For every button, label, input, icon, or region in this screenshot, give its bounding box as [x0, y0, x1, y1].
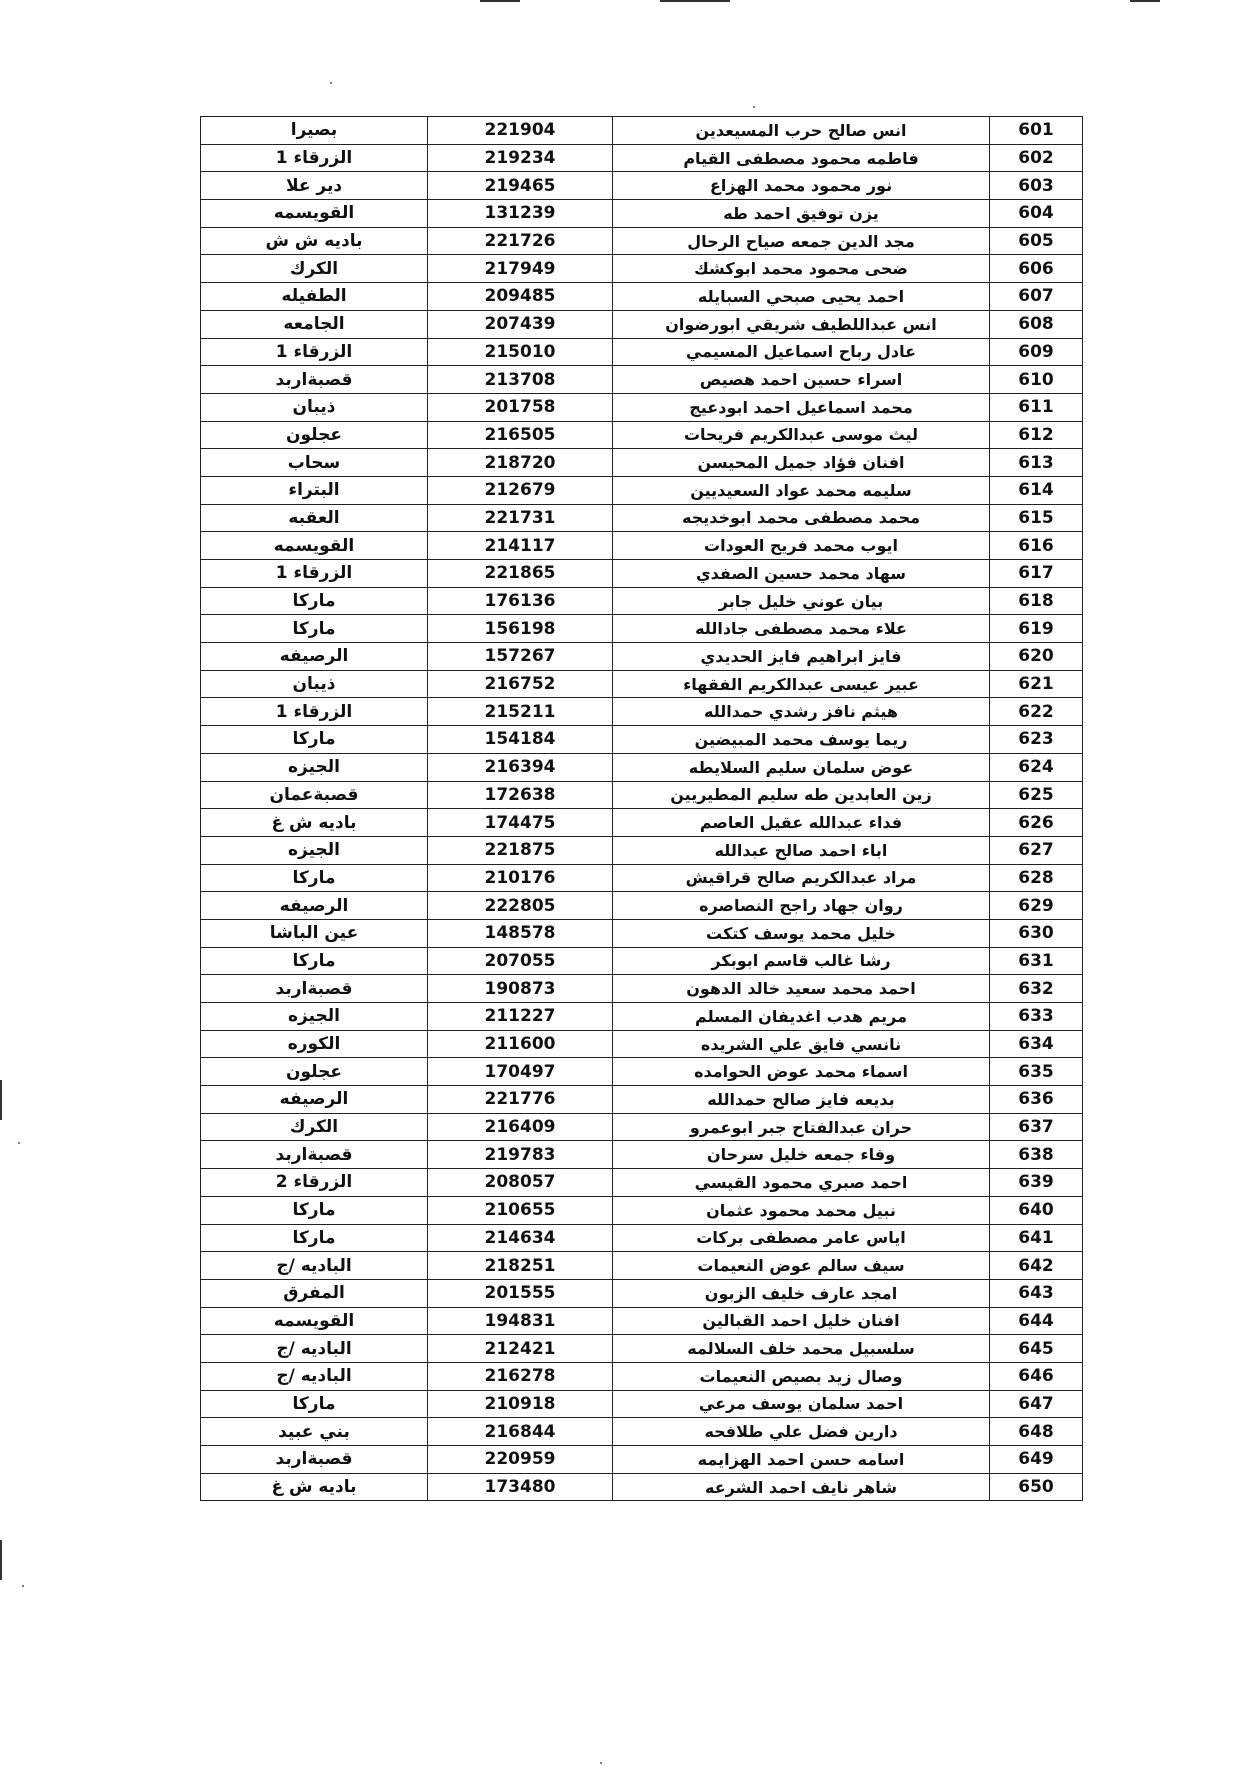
name-cell: فداء عبدالله عقيل العاصم [613, 809, 990, 837]
district-cell: الرصيفه [201, 643, 428, 671]
id-number-cell: 156198 [428, 615, 613, 643]
table-row [201, 1113, 1083, 1141]
id-number-cell: 212679 [428, 476, 613, 504]
table-row [201, 975, 1083, 1003]
id-number-cell: 174475 [428, 809, 613, 837]
name-cell: سيف سالم عوض النعيمات [613, 1252, 990, 1280]
table-row [201, 836, 1083, 864]
sequence-number-cell: 624 [990, 753, 1083, 781]
name-cell: وصال زيد بصيص النعيمات [613, 1362, 990, 1390]
name-cell: انس صالح حرب المسيعدين [613, 117, 990, 145]
name-cell: اسامه حسن احمد الهزايمه [613, 1446, 990, 1474]
records-table [200, 116, 1083, 1501]
table-row [201, 615, 1083, 643]
name-cell: سلسبيل محمد خلف السلالمه [613, 1335, 990, 1363]
name-cell: مجد الدين جمعه صياح الرحال [613, 227, 990, 255]
table-row [201, 1086, 1083, 1114]
id-number-cell: 216278 [428, 1362, 613, 1390]
district-cell: باديه ش غ [201, 1473, 428, 1501]
sequence-number-cell: 647 [990, 1390, 1083, 1418]
id-number-cell: 214117 [428, 532, 613, 560]
district-cell: الزرقاء 1 [201, 560, 428, 588]
district-cell: باديه ش ش [201, 227, 428, 255]
district-cell: قصبةاربد [201, 1446, 428, 1474]
name-cell: محمد مصطفى محمد ابوخديجه [613, 504, 990, 532]
id-number-cell: 211227 [428, 1003, 613, 1031]
district-cell: قصبةاربد [201, 366, 428, 394]
sequence-number-cell: 612 [990, 421, 1083, 449]
name-cell: هيثم نافز رشدي حمدالله [613, 698, 990, 726]
name-cell: علاء محمد مصطفى جادالله [613, 615, 990, 643]
id-number-cell: 201758 [428, 393, 613, 421]
name-cell: ريما يوسف محمد المبيضين [613, 726, 990, 754]
name-cell: عادل رباح اسماعيل المسيمي [613, 338, 990, 366]
district-cell: البتراء [201, 476, 428, 504]
id-number-cell: 207055 [428, 947, 613, 975]
scan-mark-top [480, 0, 520, 2]
id-number-cell: 221726 [428, 227, 613, 255]
id-number-cell: 201555 [428, 1279, 613, 1307]
id-number-cell: 211600 [428, 1030, 613, 1058]
table-row [201, 449, 1083, 477]
sequence-number-cell: 606 [990, 255, 1083, 283]
id-number-cell: 219783 [428, 1141, 613, 1169]
district-cell: المفرق [201, 1279, 428, 1307]
district-cell: عين الباشا [201, 919, 428, 947]
name-cell: حران عبدالفتاح جبر ابوعمرو [613, 1113, 990, 1141]
name-cell: ضحى محمود محمد ابوكشك [613, 255, 990, 283]
id-number-cell: 215211 [428, 698, 613, 726]
sequence-number-cell: 605 [990, 227, 1083, 255]
name-cell: انس عبداللطيف شريقي ابورضوان [613, 310, 990, 338]
name-cell: مراد عبدالكريم صالح قراقيش [613, 864, 990, 892]
district-cell: ماركا [201, 864, 428, 892]
id-number-cell: 221731 [428, 504, 613, 532]
name-cell: افنان خليل احمد القبالين [613, 1307, 990, 1335]
sequence-number-cell: 646 [990, 1362, 1083, 1390]
id-number-cell: 173480 [428, 1473, 613, 1501]
table-row [201, 421, 1083, 449]
table-row [201, 919, 1083, 947]
table-row [201, 1418, 1083, 1446]
name-cell: دارين فضل علي طلافحه [613, 1418, 990, 1446]
table-row [201, 144, 1083, 172]
name-cell: ليث موسى عبدالكريم فريحات [613, 421, 990, 449]
id-number-cell: 216752 [428, 670, 613, 698]
name-cell: ايوب محمد فريح العودات [613, 532, 990, 560]
name-cell: بديعه فايز صالح حمدالله [613, 1086, 990, 1114]
table-row [201, 947, 1083, 975]
scan-speck [330, 82, 332, 84]
id-number-cell: 220959 [428, 1446, 613, 1474]
district-cell: الجيزه [201, 753, 428, 781]
id-number-cell: 215010 [428, 338, 613, 366]
sequence-number-cell: 615 [990, 504, 1083, 532]
id-number-cell: 219465 [428, 172, 613, 200]
table-row [201, 1169, 1083, 1197]
name-cell: احمد صبري محمود القيسي [613, 1169, 990, 1197]
table-row [201, 532, 1083, 560]
district-cell: العقبه [201, 504, 428, 532]
sequence-number-cell: 601 [990, 117, 1083, 145]
district-cell: عجلون [201, 421, 428, 449]
district-cell: الزرقاء 1 [201, 144, 428, 172]
id-number-cell: 222805 [428, 892, 613, 920]
scan-mark-top [660, 0, 730, 2]
id-number-cell: 216409 [428, 1113, 613, 1141]
sequence-number-cell: 634 [990, 1030, 1083, 1058]
id-number-cell: 148578 [428, 919, 613, 947]
sequence-number-cell: 611 [990, 393, 1083, 421]
district-cell: الباديه /ج [201, 1362, 428, 1390]
table-row [201, 1279, 1083, 1307]
id-number-cell: 208057 [428, 1169, 613, 1197]
sequence-number-cell: 631 [990, 947, 1083, 975]
table-row [201, 1335, 1083, 1363]
district-cell: القويسمه [201, 532, 428, 560]
sequence-number-cell: 639 [990, 1169, 1083, 1197]
table-row [201, 338, 1083, 366]
id-number-cell: 172638 [428, 781, 613, 809]
table-row [201, 1196, 1083, 1224]
district-cell: القويسمه [201, 200, 428, 228]
name-cell: بيان عوني خليل جابر [613, 587, 990, 615]
name-cell: احمد يحيى صبحي السبايله [613, 283, 990, 311]
id-number-cell: 216394 [428, 753, 613, 781]
sequence-number-cell: 645 [990, 1335, 1083, 1363]
district-cell: قصبةاربد [201, 1141, 428, 1169]
district-cell: الباديه /ج [201, 1252, 428, 1280]
table-row [201, 227, 1083, 255]
district-cell: الجيزه [201, 1003, 428, 1031]
table-row [201, 1003, 1083, 1031]
district-cell: دير علا [201, 172, 428, 200]
id-number-cell: 207439 [428, 310, 613, 338]
table-row [201, 1141, 1083, 1169]
sequence-number-cell: 614 [990, 476, 1083, 504]
sequence-number-cell: 604 [990, 200, 1083, 228]
sequence-number-cell: 644 [990, 1307, 1083, 1335]
sequence-number-cell: 602 [990, 144, 1083, 172]
table-row [201, 753, 1083, 781]
name-cell: محمد اسماعيل احمد ابودعيج [613, 393, 990, 421]
district-cell: الباديه /ج [201, 1335, 428, 1363]
sequence-number-cell: 610 [990, 366, 1083, 394]
table-row [201, 809, 1083, 837]
name-cell: روان جهاد راجح النصاصره [613, 892, 990, 920]
sequence-number-cell: 630 [990, 919, 1083, 947]
id-number-cell: 190873 [428, 975, 613, 1003]
table-row [201, 698, 1083, 726]
sequence-number-cell: 636 [990, 1086, 1083, 1114]
name-cell: عوض سلمان سليم السلايطه [613, 753, 990, 781]
id-number-cell: 214634 [428, 1224, 613, 1252]
table-row [201, 1446, 1083, 1474]
name-cell: نور محمود محمد الهزاع [613, 172, 990, 200]
district-cell: ماركا [201, 587, 428, 615]
table-row [201, 1362, 1083, 1390]
scan-mark-left [0, 1080, 2, 1120]
sequence-number-cell: 637 [990, 1113, 1083, 1141]
id-number-cell: 216505 [428, 421, 613, 449]
id-number-cell: 221904 [428, 117, 613, 145]
district-cell: ذيبان [201, 670, 428, 698]
table-row [201, 892, 1083, 920]
district-cell: ماركا [201, 1196, 428, 1224]
district-cell: الكوره [201, 1030, 428, 1058]
table-row [201, 560, 1083, 588]
sequence-number-cell: 648 [990, 1418, 1083, 1446]
name-cell: احمد محمد سعيد خالد الدهون [613, 975, 990, 1003]
district-cell: الزرقاء 2 [201, 1169, 428, 1197]
table-row [201, 172, 1083, 200]
name-cell: رشا غالب قاسم ابوبكر [613, 947, 990, 975]
table-row [201, 504, 1083, 532]
id-number-cell: 218251 [428, 1252, 613, 1280]
district-cell: ذيبان [201, 393, 428, 421]
sequence-number-cell: 625 [990, 781, 1083, 809]
id-number-cell: 218720 [428, 449, 613, 477]
district-cell: سحاب [201, 449, 428, 477]
id-number-cell: 176136 [428, 587, 613, 615]
sequence-number-cell: 633 [990, 1003, 1083, 1031]
district-cell: الطفيله [201, 283, 428, 311]
sequence-number-cell: 635 [990, 1058, 1083, 1086]
sequence-number-cell: 632 [990, 975, 1083, 1003]
sequence-number-cell: 603 [990, 172, 1083, 200]
district-cell: الكرك [201, 1113, 428, 1141]
name-cell: سليمه محمد عواد السعيديين [613, 476, 990, 504]
district-cell: ماركا [201, 726, 428, 754]
table-row [201, 1252, 1083, 1280]
district-cell: بصيرا [201, 117, 428, 145]
id-number-cell: 210176 [428, 864, 613, 892]
district-cell: الزرقاء 1 [201, 338, 428, 366]
table-row [201, 366, 1083, 394]
name-cell: مريم هدب اغديفان المسلم [613, 1003, 990, 1031]
sequence-number-cell: 621 [990, 670, 1083, 698]
scan-speck [753, 106, 755, 108]
name-cell: خليل محمد يوسف كتكت [613, 919, 990, 947]
sequence-number-cell: 618 [990, 587, 1083, 615]
scan-mark-top [1130, 0, 1160, 2]
name-cell: عبير عيسى عبدالكريم الفقهاء [613, 670, 990, 698]
id-number-cell: 194831 [428, 1307, 613, 1335]
scan-speck [600, 1762, 602, 1764]
sequence-number-cell: 629 [990, 892, 1083, 920]
name-cell: نانسي فايق علي الشريده [613, 1030, 990, 1058]
table-row [201, 1473, 1083, 1501]
table-row [201, 255, 1083, 283]
district-cell: الجيزه [201, 836, 428, 864]
id-number-cell: 154184 [428, 726, 613, 754]
sequence-number-cell: 638 [990, 1141, 1083, 1169]
id-number-cell: 131239 [428, 200, 613, 228]
table-row [201, 310, 1083, 338]
id-number-cell: 157267 [428, 643, 613, 671]
sequence-number-cell: 617 [990, 560, 1083, 588]
district-cell: الكرك [201, 255, 428, 283]
scan-speck [22, 1585, 24, 1587]
name-cell: نبيل محمد محمود عثمان [613, 1196, 990, 1224]
table-row [201, 1224, 1083, 1252]
sequence-number-cell: 622 [990, 698, 1083, 726]
district-cell: ماركا [201, 615, 428, 643]
id-number-cell: 210918 [428, 1390, 613, 1418]
sequence-number-cell: 613 [990, 449, 1083, 477]
district-cell: ماركا [201, 947, 428, 975]
sequence-number-cell: 628 [990, 864, 1083, 892]
district-cell: الجامعه [201, 310, 428, 338]
table-row [201, 781, 1083, 809]
name-cell: فايز ابراهيم فايز الحديدي [613, 643, 990, 671]
district-cell: باديه ش غ [201, 809, 428, 837]
table-row [201, 1030, 1083, 1058]
sequence-number-cell: 642 [990, 1252, 1083, 1280]
district-cell: الرصيفه [201, 1086, 428, 1114]
sequence-number-cell: 627 [990, 836, 1083, 864]
sequence-number-cell: 641 [990, 1224, 1083, 1252]
table-row [201, 200, 1083, 228]
scan-speck [18, 1142, 20, 1144]
table-row [201, 1307, 1083, 1335]
district-cell: عجلون [201, 1058, 428, 1086]
id-number-cell: 219234 [428, 144, 613, 172]
id-number-cell: 221875 [428, 836, 613, 864]
sequence-number-cell: 623 [990, 726, 1083, 754]
name-cell: يزن توفيق احمد طه [613, 200, 990, 228]
district-cell: الزرقاء 1 [201, 698, 428, 726]
table-row [201, 1390, 1083, 1418]
sequence-number-cell: 619 [990, 615, 1083, 643]
sequence-number-cell: 608 [990, 310, 1083, 338]
sequence-number-cell: 616 [990, 532, 1083, 560]
sequence-number-cell: 650 [990, 1473, 1083, 1501]
table-row [201, 393, 1083, 421]
district-cell: الرصيفه [201, 892, 428, 920]
name-cell: شاهر نايف احمد الشرعه [613, 1473, 990, 1501]
name-cell: اسراء حسين احمد هصيص [613, 366, 990, 394]
name-cell: زين العابدين طه سليم المطيريين [613, 781, 990, 809]
id-number-cell: 170497 [428, 1058, 613, 1086]
sequence-number-cell: 609 [990, 338, 1083, 366]
table-row [201, 117, 1083, 145]
sequence-number-cell: 643 [990, 1279, 1083, 1307]
name-cell: اباء احمد صالح عبدالله [613, 836, 990, 864]
table-row [201, 670, 1083, 698]
district-cell: قصبةعمان [201, 781, 428, 809]
id-number-cell: 210655 [428, 1196, 613, 1224]
sequence-number-cell: 649 [990, 1446, 1083, 1474]
table-row [201, 1058, 1083, 1086]
district-cell: القويسمه [201, 1307, 428, 1335]
district-cell: قصبةاربد [201, 975, 428, 1003]
id-number-cell: 216844 [428, 1418, 613, 1446]
table-row [201, 476, 1083, 504]
id-number-cell: 212421 [428, 1335, 613, 1363]
sequence-number-cell: 640 [990, 1196, 1083, 1224]
id-number-cell: 209485 [428, 283, 613, 311]
name-cell: امجد عارف خليف الزبون [613, 1279, 990, 1307]
scan-mark-left [0, 1540, 2, 1580]
table-row [201, 864, 1083, 892]
id-number-cell: 221776 [428, 1086, 613, 1114]
name-cell: افنان فؤاد جميل المحيسن [613, 449, 990, 477]
district-cell: ماركا [201, 1224, 428, 1252]
table-row [201, 587, 1083, 615]
district-cell: ماركا [201, 1390, 428, 1418]
records-table-body [201, 117, 1083, 1501]
table-row [201, 283, 1083, 311]
sequence-number-cell: 607 [990, 283, 1083, 311]
sequence-number-cell: 626 [990, 809, 1083, 837]
name-cell: احمد سلمان يوسف مرعي [613, 1390, 990, 1418]
id-number-cell: 217949 [428, 255, 613, 283]
sequence-number-cell: 620 [990, 643, 1083, 671]
name-cell: فاطمه محمود مصطفى القيام [613, 144, 990, 172]
table-row [201, 726, 1083, 754]
name-cell: اسماء محمد عوض الحوامده [613, 1058, 990, 1086]
district-cell: بني عبيد [201, 1418, 428, 1446]
id-number-cell: 221865 [428, 560, 613, 588]
id-number-cell: 213708 [428, 366, 613, 394]
name-cell: سهاد محمد حسين الصفدي [613, 560, 990, 588]
name-cell: اياس عامر مصطفى بركات [613, 1224, 990, 1252]
name-cell: وفاء جمعه خليل سرحان [613, 1141, 990, 1169]
table-row [201, 643, 1083, 671]
